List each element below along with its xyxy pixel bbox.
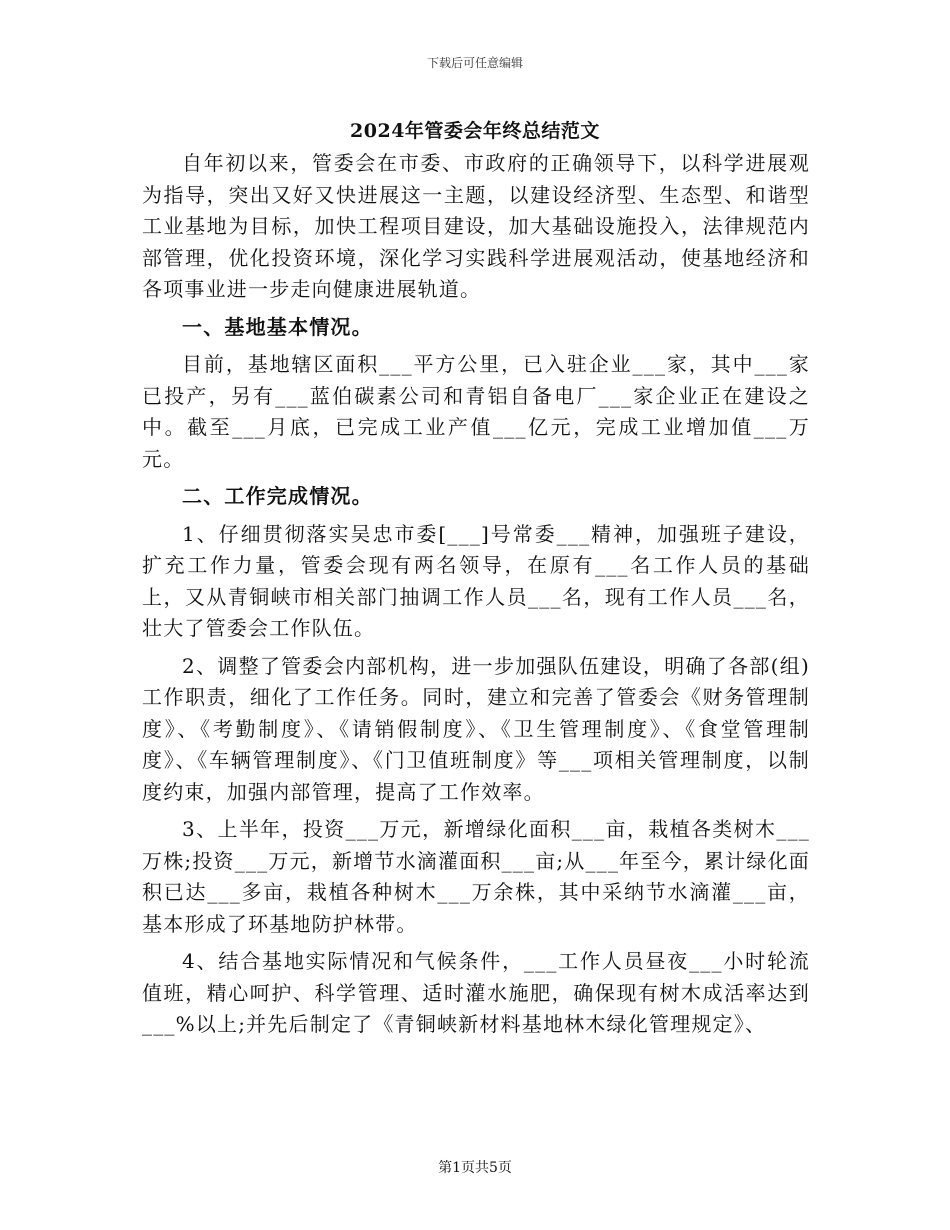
section-heading-basic-info: 一、基地基本情况。 <box>182 314 373 339</box>
section-heading-work-completion: 二、工作完成情况。 <box>182 484 373 508</box>
work-item-1: 1、仔细贯彻落实吴忠市委[___]号常委___精神，加强班子建设，扩充工作力量，管委会现有两名领导，在原有___名工作人员的基础上，又从青铜峡市相关部门抽调工作人员___名，现有工作人员___名，壮大了管委会工作队伍。 <box>142 521 810 640</box>
document-title: 2024年管委会年终总结范文 <box>350 120 600 142</box>
work-item-2: 2、调整了管委会内部机构，进一步加强队伍建设，明确了各部(组)工作职责，细化了工作任务。同时，建立和完善了管委会《财务管理制度》、《考勤制度》、《请销假制度》、《卫生管理制度》、《食堂管理制度》、《车辆管理制度》、《门卫值班制度》等___项相关管理制度，以制度约束，加强内部管理，提高了工作效率。 <box>142 653 810 804</box>
work-item-3: 3、上半年，投资___万元，新增绿化面积___亩，栽植各类树木___万株;投资___万元，新增节水滴灌面积___亩;从___年至今，累计绿化面积已达___多亩，栽植各种树木___万余株，其中采纳节水滴灌___亩，基本形成了环基地防护林带。 <box>142 817 810 936</box>
document-body <box>142 148 810 1041</box>
work-item-4: 4、结合基地实际情况和气候条件，___工作人员昼夜___小时轮流值班，精心呵护、科学管理、适时灌水施肥，确保现有树木成活率达到___%以上;并先后制定了《青铜峡新材料基地林木绿化管理规定》、 <box>142 949 810 1036</box>
basic-info-paragraph: 目前，基地辖区面积___平方公里，已入驻企业___家，其中___家已投产，另有___蓝伯碳素公司和青铝自备电厂___家企业正在建设之中。截至___月底，已完成工业产值___亿元，完成工业增加值___万元。 <box>142 352 810 471</box>
intro-paragraph: 自年初以来，管委会在市委、市政府的正确领导下，以科学进展观为指导，突出又好又快进展这一主题，以建设经济型、生态型、和谐型工业基地为目标，加快工程项目建设，加大基础设施投入，法律规范内部管理，优化投资环境，深化学习实践科学进展观活动，使基地经济和各项事业进一步走向健康进展轨道。 <box>142 151 810 301</box>
header-note: 下载后可任意编辑 <box>426 56 523 70</box>
page-number-footer: 第1页共5页 <box>438 1160 512 1176</box>
